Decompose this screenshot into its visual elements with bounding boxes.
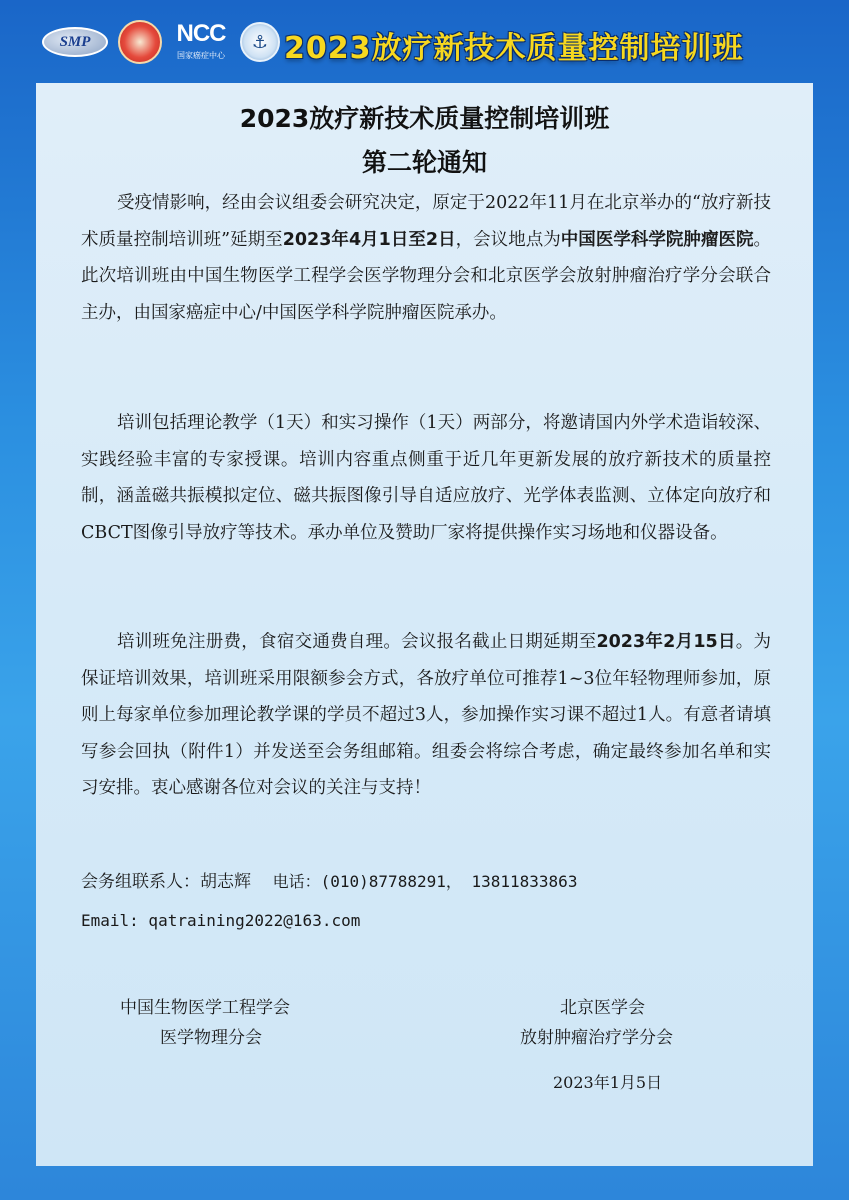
- contact-email: Email: qatraining2022@163.com: [81, 911, 361, 930]
- banner-title: 2023放疗新技术质量控制培训班: [284, 31, 744, 66]
- registration-text-2: 。为保证培训效果，培训班采用限额参会方式，各放疗单位可推荐1~3位年轻物理师参加，原则上每家单位参加理论教学课的学员不超过3人，参加操作实习课不超过1人。有意者请填写参会回执（附件1）并发送至会务组邮箱。组委会将综合考虑，确定最终参加名单和实习安排。衷心感谢各位对会议的关注与支持！: [81, 632, 771, 798]
- notice-panel: [36, 83, 813, 1166]
- intro-text-2: ，会议地点为: [455, 229, 561, 250]
- meeting-dates: 2023年4月1日至2日: [282, 229, 456, 250]
- header-banner: [0, 0, 849, 82]
- signature-left-branch: 医学物理分会: [160, 1028, 262, 1048]
- signature-right-org: 北京医学会: [560, 998, 645, 1018]
- registration-text-1: 培训班免注册费，食宿交通费自理。会议报名截止日期延期至: [117, 632, 597, 652]
- signature-left-org: 中国生物医学工程学会: [120, 998, 290, 1018]
- contact-phone: 电话：(010)87788291， 13811833863: [272, 872, 578, 891]
- smp-logo-text: SMP: [59, 34, 91, 50]
- society-emblem-logo: [118, 20, 162, 64]
- paragraph-training-content: 培训包括理论教学（1天）和实习操作（1天）两部分，将邀请国内外学术造诣较深、实践经验丰富的专家授课。培训内容重点侧重于近几年更新发展的放疗新技术的质量控制，涵盖磁共振模拟定位、磁共振图像引导自适应放疗、光学体表监测、立体定向放疗和CBCT图像引导放疗等技术。承办单位及赞助厂家将提供操作实习场地和仪器设备。: [81, 413, 771, 543]
- intro-text-1: 受疫情影响，经由会议组委会研究决定，原定于2022年11月在北京举办的“放疗新技术质量控制培训班”延期至: [81, 193, 771, 250]
- smp-logo: [42, 27, 108, 57]
- notice-title: 2023放疗新技术质量控制培训班: [239, 104, 610, 133]
- paragraph-registration: [81, 624, 771, 807]
- notice-date: 2023年1月5日: [553, 1073, 663, 1092]
- logo-group: [42, 18, 280, 66]
- contact-line: [81, 867, 577, 892]
- meeting-venue: 中国医学科学院肿瘤医院: [560, 229, 754, 250]
- intro-text-3: 。此次培训班由中国生物医学工程学会医学物理分会和北京医学会放射肿瘤治疗学分会联合主办，由国家癌症中心/中国医学科学院肿瘤医院承办。: [81, 229, 772, 323]
- ncc-logo-subtitle: 国家癌症中心: [177, 51, 225, 60]
- signature-right-branch: 放射肿瘤治疗学分会: [520, 1028, 673, 1048]
- ncc-logo: [172, 20, 230, 64]
- notice-subtitle: 第二轮通知: [361, 148, 487, 177]
- anchor-icon: ⚓: [251, 32, 269, 53]
- paragraph-intro: [81, 185, 771, 331]
- ncc-logo-mark: NCC: [176, 20, 226, 47]
- registration-deadline: 2023年2月15日: [596, 632, 736, 652]
- anchor-emblem-logo: [240, 22, 280, 62]
- contact-person: 会务组联系人：胡志辉: [81, 872, 251, 892]
